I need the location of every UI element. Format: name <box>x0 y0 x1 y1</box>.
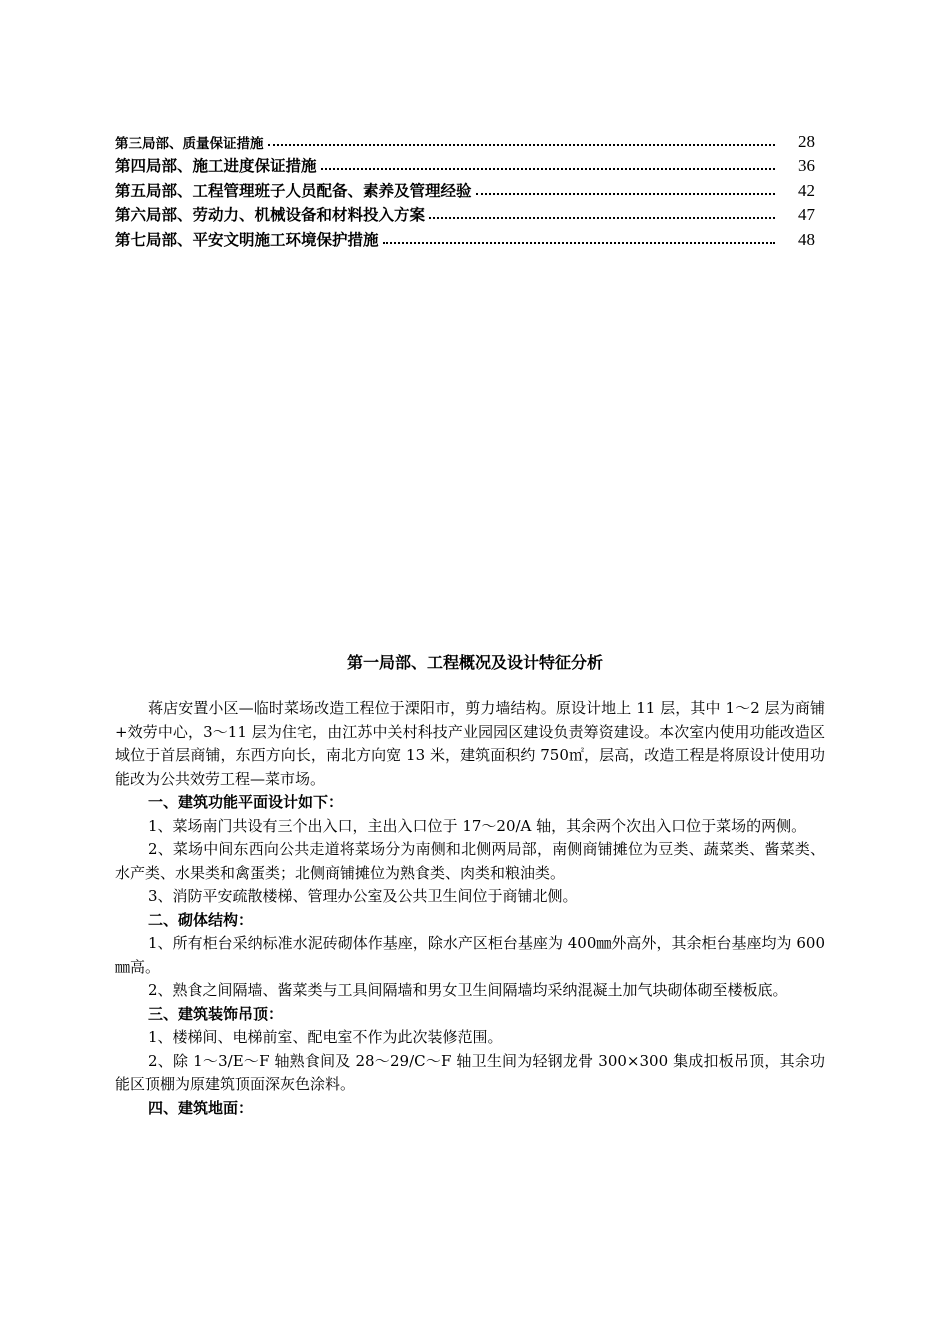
paragraph: 2、菜场中间东西向公共走道将菜场分为南侧和北侧两局部，南侧商铺摊位为豆类、蔬菜类、酱菜类、水产类、水果类和禽蛋类；北侧商铺摊位为熟食类、肉类和粮油类。 <box>115 840 825 882</box>
toc-leader <box>429 216 775 219</box>
toc-leader <box>321 167 775 170</box>
toc-entry-title: 第六局部、劳动力、机械设备和材料投入方案 <box>115 206 426 224</box>
paragraph: 1、菜场南门共设有三个出入口，主出入口位于 17～20/A 轴，其余两个次出入口位于菜场的两侧。 <box>148 816 807 835</box>
toc-entry-page: 36 <box>798 156 815 175</box>
toc-entry[interactable] <box>115 152 815 177</box>
toc-entry[interactable] <box>115 225 815 250</box>
section-body <box>115 697 825 1120</box>
toc-leader <box>268 143 776 146</box>
paragraph: 1、楼梯间、电梯前室、配电室不作为此次装修范围。 <box>148 1028 503 1046</box>
toc-leader <box>383 241 775 244</box>
toc-entry-page: 48 <box>798 229 815 249</box>
intro-paragraph: 蒋店安置小区—临时菜场改造工程位于溧阳市，剪力墙结构。原设计地上 11 层，其中 1～2 层为商铺+效劳中心，3～11 层为住宅，由江苏中关村科技产业园园区建设负责筹资建设。本次室内使用功能改造区域位于首层商铺，东西方向长，南北方向宽 13 米，建筑面积约 750㎡，层高，改造工程是将原设计使用功能改为公共效劳工程—菜市场。 <box>115 699 825 788</box>
toc-entry[interactable] <box>115 201 815 226</box>
paragraph: 1、所有柜台采纳标准水泥砖砌体作基座，除水产区柜台基座为 400㎜外高外，其余柜台基座均为 600㎜高。 <box>115 934 825 976</box>
table-of-contents <box>115 127 815 250</box>
toc-entry-title: 第三局部、质量保证措施 <box>115 135 264 152</box>
toc-entry-page: 42 <box>798 180 815 200</box>
toc-entry[interactable] <box>115 176 815 201</box>
paragraph: 2、熟食之间隔墙、酱菜类与工具间隔墙和男女卫生间隔墙均采纳混凝土加气块砌体砌至楼板底。 <box>148 981 788 999</box>
toc-entry-title: 第五局部、工程管理班子人员配备、素养及管理经验 <box>115 181 472 200</box>
toc-entry-title: 第四局部、施工进度保证措施 <box>115 157 317 175</box>
toc-entry[interactable] <box>115 127 815 152</box>
subheading-ceiling: 三、建筑装饰吊顶： <box>148 1004 284 1023</box>
toc-entry-title: 第七局部、平安文明施工环境保护措施 <box>115 230 379 249</box>
paragraph: 3、消防平安疏散楼梯、管理办公室及公共卫生间位于商铺北侧。 <box>148 887 578 905</box>
toc-leader <box>476 192 775 195</box>
toc-entry-page: 28 <box>798 131 815 151</box>
section-title: 第一局部、工程概况及设计特征分析 <box>346 653 603 672</box>
subheading-masonry: 二、砌体结构： <box>148 910 254 929</box>
subheading-floor: 四、建筑地面： <box>148 1098 254 1117</box>
toc-entry-page: 47 <box>798 205 815 224</box>
paragraph: 2、除 1～3/E～F 轴熟食间及 28～29/C～F 轴卫生间为轻钢龙骨 300×300 集成扣板吊顶，其余功能区顶棚为原建筑顶面深灰色涂料。 <box>115 1051 825 1093</box>
subheading-floor-plan: 一、建筑功能平面设计如下： <box>148 793 344 811</box>
